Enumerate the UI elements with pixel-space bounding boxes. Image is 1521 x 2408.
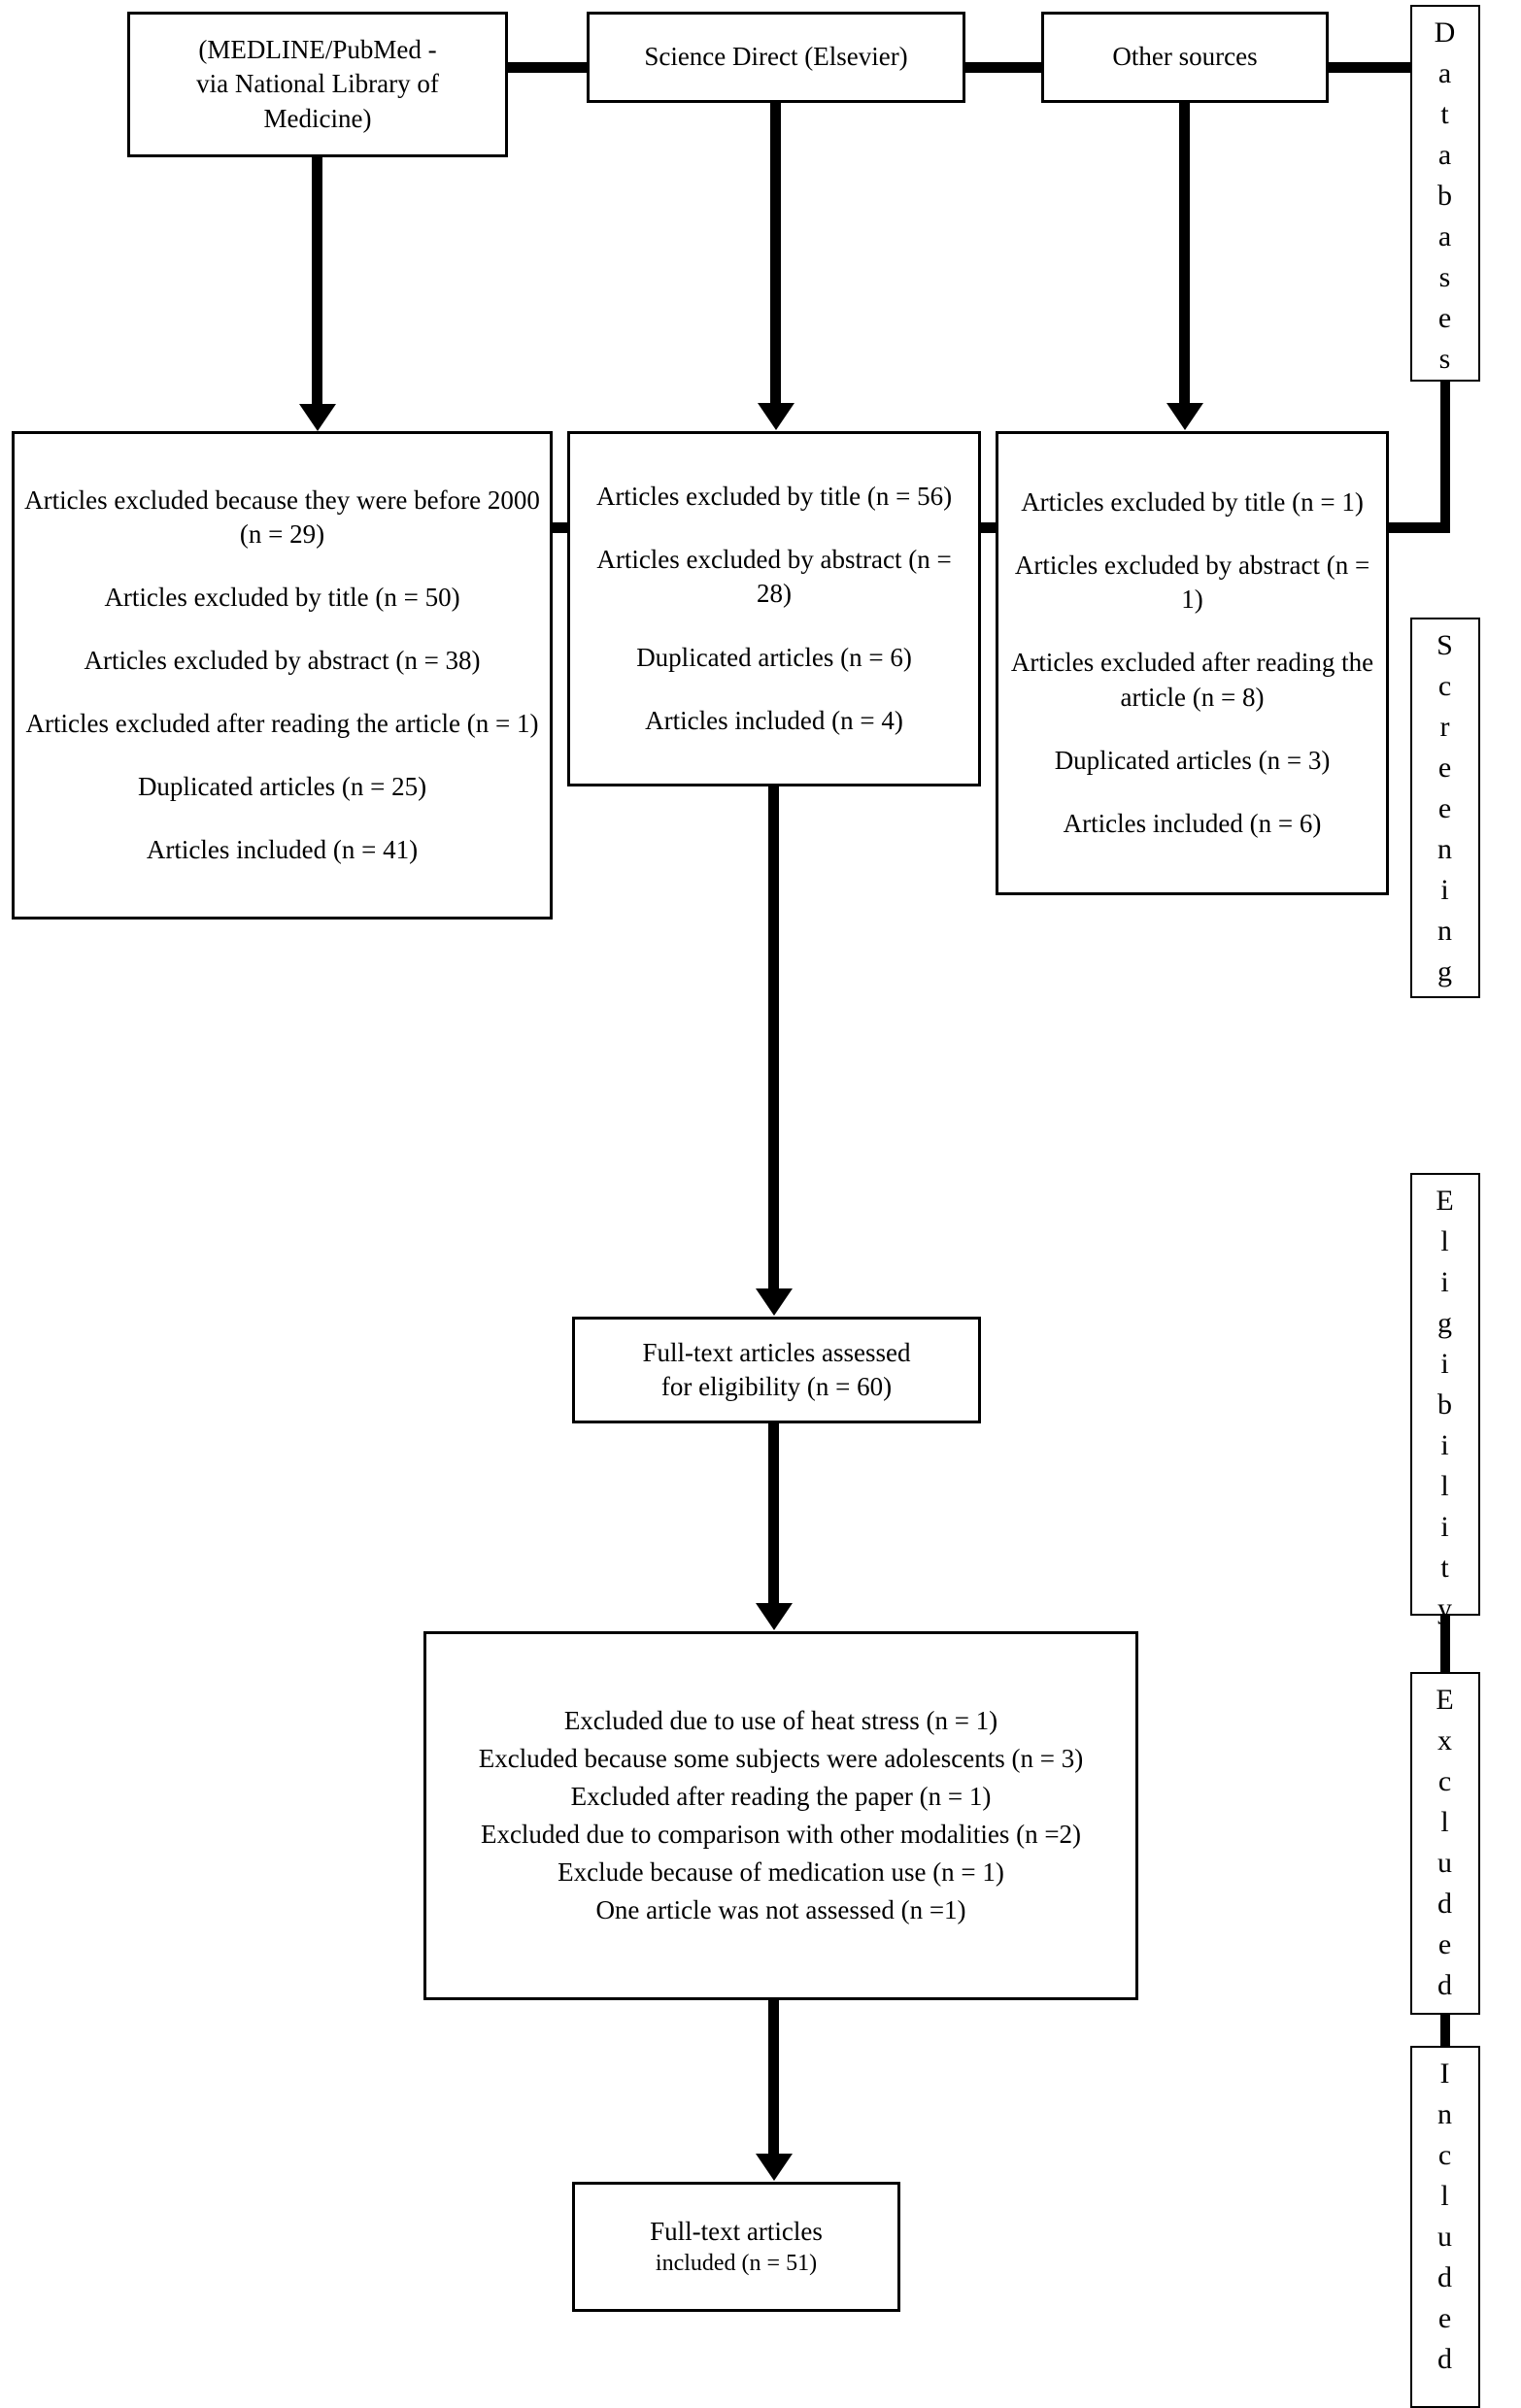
source-medline-line: (MEDLINE/PubMed - <box>198 35 437 65</box>
included-box <box>572 2182 900 2312</box>
excluded-reasons-box <box>423 1631 1138 2000</box>
list-item: Excluded due to comparison with other modalities (n =2) <box>480 1820 1082 1849</box>
eligibility-line: for eligibility (n = 60) <box>660 1372 893 1401</box>
list-item: Articles included (n = 6) <box>1063 808 1322 838</box>
connector-excluded-included <box>1440 2011 1450 2050</box>
stage-label-eligibility: Eligibility <box>1410 1173 1480 1616</box>
list-item: Articles excluded by abstract (n = 1) <box>1014 551 1370 615</box>
list-item: Articles excluded by title (n = 50) <box>104 582 460 612</box>
list-item: Articles excluded after reading the article (n = 8) <box>1010 648 1374 712</box>
included-line: included (n = 51) <box>655 2250 818 2276</box>
included-line: Full-text articles <box>650 2216 823 2246</box>
stage-label-excluded: Excluded <box>1410 1672 1480 2015</box>
stage-label-databases: Databases <box>1410 5 1480 382</box>
list-item: Excluded after reading the paper (n = 1) <box>570 1781 992 1811</box>
source-box-other-sources <box>1041 12 1329 103</box>
list-item: Articles excluded by abstract (n = 28) <box>596 545 952 609</box>
arrow-down-icon <box>312 157 322 405</box>
list-item: One article was not assessed (n =1) <box>595 1895 966 1925</box>
list-item: Articles excluded by title (n = 1) <box>1021 487 1364 518</box>
list-item: Duplicated articles (n = 25) <box>137 772 427 802</box>
arrow-down-icon <box>768 1423 779 1604</box>
list-item: Duplicated articles (n = 6) <box>636 642 912 672</box>
list-item: Articles included (n = 4) <box>645 705 903 735</box>
source-box-medline <box>127 12 508 157</box>
arrow-down-icon <box>768 786 779 1289</box>
list-item: Articles excluded by abstract (n = 38) <box>84 645 481 675</box>
stage-label-screening: Screening <box>1410 618 1480 998</box>
source-medline-line: via National Library of <box>196 69 439 99</box>
eligibility-line: Full-text articles assessed <box>642 1337 911 1367</box>
connector-databases-vertical <box>1440 379 1450 533</box>
stage-label-included: Included <box>1410 2046 1480 2408</box>
list-item: Articles excluded by title (n = 56) <box>595 482 953 512</box>
list-item: Articles excluded after reading the article (n = 1) <box>25 709 539 739</box>
list-item: Duplicated articles (n = 3) <box>1054 745 1331 775</box>
arrow-down-icon <box>1179 103 1190 404</box>
arrow-down-icon <box>770 103 781 404</box>
eligibility-box <box>572 1317 981 1423</box>
arrow-down-icon <box>768 2000 779 2155</box>
source-box-science-direct <box>587 12 965 103</box>
list-item: Excluded due to use of heat stress (n = 1) <box>563 1705 998 1735</box>
source-science-direct-label: Science Direct (Elsevier) <box>644 42 908 72</box>
screening-box-medline <box>12 431 553 920</box>
list-item: Articles excluded because they were before 2000 (n = 29) <box>24 485 540 549</box>
screening-box-science-direct <box>567 431 981 786</box>
list-item: Articles included (n = 41) <box>146 835 419 865</box>
list-item: Excluded because some subjects were adolescents (n = 3) <box>478 1743 1084 1773</box>
source-medline-line: Medicine) <box>263 103 372 133</box>
screening-box-other-sources <box>996 431 1389 895</box>
source-other-label: Other sources <box>1112 42 1258 72</box>
list-item: Exclude because of medication use (n = 1) <box>558 1857 1004 1888</box>
